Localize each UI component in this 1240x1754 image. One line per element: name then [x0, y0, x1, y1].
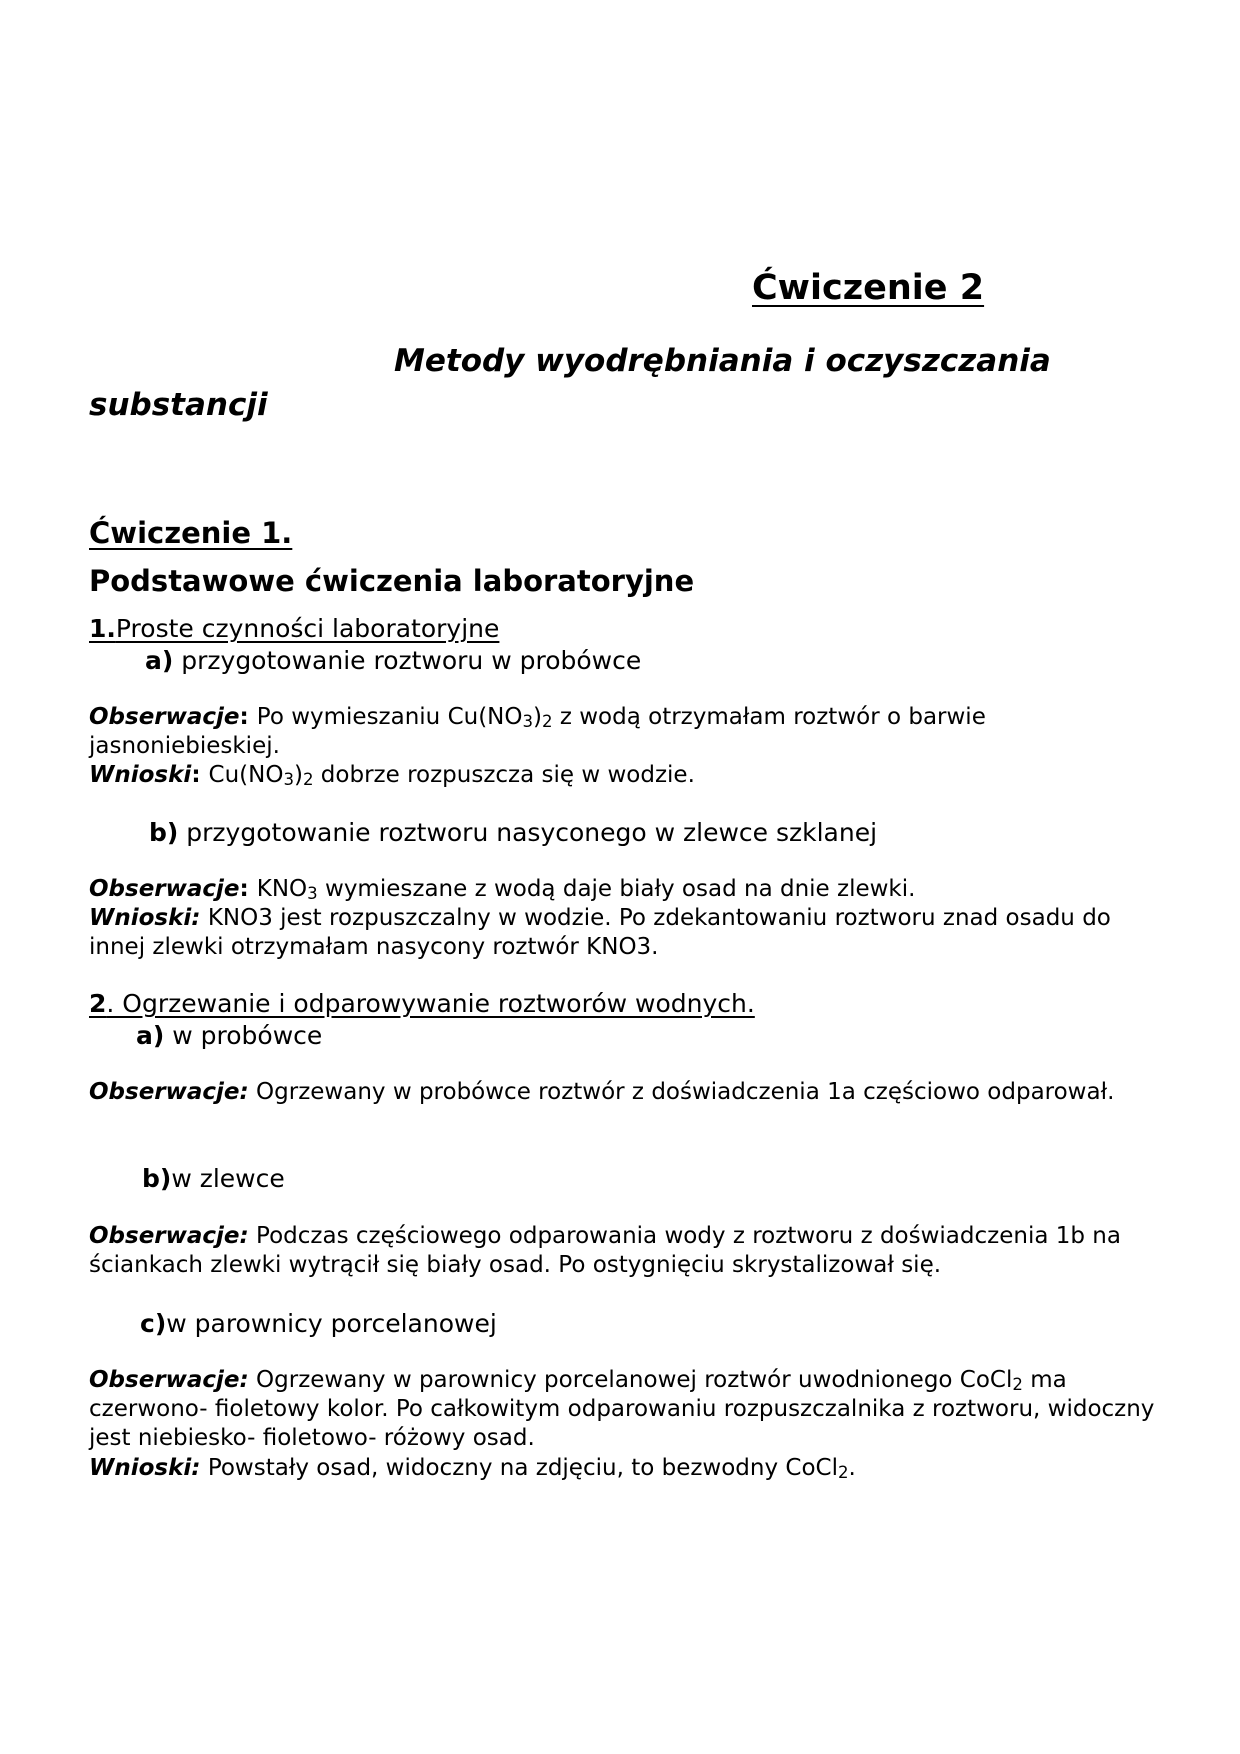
part2-a-title: w probówce	[172, 1021, 323, 1050]
part1-b-title: przygotowanie roztworu nasyconego w zlewce szklanej	[186, 818, 878, 847]
section-title: Podstawowe ćwiczenia laboratoryjne	[89, 564, 695, 598]
part2-b-letter: b)	[142, 1164, 172, 1193]
part2-c-title: w parownicy porcelanowej	[166, 1309, 497, 1338]
conclusion-label: Wnioski:	[89, 905, 201, 931]
section-heading: Ćwiczenie 1.	[89, 516, 293, 550]
document-subtitle-line-2: substancji	[89, 387, 268, 423]
part2-a-observation: Obserwacje: Ogrzewany w probówce roztwór z doświadczenia 1a częściowo odparował.	[89, 1079, 1115, 1105]
observation-label: Obserwacje:	[89, 1367, 249, 1393]
part2-number: 2	[89, 989, 107, 1018]
part1-heading	[89, 614, 499, 643]
part2-c-conclusion: Wnioski: Powstały osad, widoczny na zdjęciu, to bezwodny CoCl$_2$.	[89, 1455, 856, 1482]
part2-b-observation: Obserwacje: Podczas częściowego odparowania wody z roztworu z doświadczenia 1b na ściankach zlewki wytrącił się biały osad. Po ostygnięciu skrystalizował się.	[89, 1223, 1121, 1278]
part2-c-letter: c)	[140, 1309, 167, 1338]
observation-label: Obserwacje	[89, 876, 240, 902]
part1-b-letter: b)	[149, 818, 179, 847]
part1-b-conclusion: Wnioski: KNO3 jest rozpuszczalny w wodzie. Po zdekantowaniu roztworu znad osadu do innej zlewki otrzymałam nasycony roztwór KNO3.	[89, 905, 1111, 960]
part2-heading-text: . Ogrzewanie i odparowywanie roztworów wodnych.	[106, 989, 755, 1018]
part1-heading-text: Proste czynności laboratoryjne	[115, 614, 500, 643]
part1-a-letter: a)	[145, 646, 174, 675]
part1-a-heading	[145, 646, 641, 675]
part2-c-observation: Obserwacje: Ogrzewany w parownicy porcelanowej roztwór uwodnionego CoCl$_2$ ma czerwono- fioletowy kolor. Po całkowitym odparowaniu rozpuszczalnika z roztworu, widoczny jest niebiesko- fioletowo- różowy osad.	[89, 1367, 1155, 1451]
conclusion-label: Wnioski:	[89, 1455, 201, 1481]
part1-number: 1.	[89, 614, 116, 643]
part2-c-heading	[140, 1309, 497, 1338]
document-subtitle-line-1: Metody wyodrębniania i oczyszczania	[394, 343, 1051, 379]
observation-label: Obserwacje:	[89, 1079, 249, 1105]
part1-a-conclusion: Wnioski: $Cu(NO_3)_2$ dobrze rozpuszcza się w wodzie.	[89, 762, 695, 789]
part2-b-heading	[142, 1164, 285, 1193]
observation-label: Obserwacje:	[89, 1223, 249, 1249]
part1-b-observation: Obserwacje: $KNO_3$ wymieszane z wodą daje biały osad na dnie zlewki.	[89, 876, 916, 903]
part2-b-title: w zlewce	[171, 1164, 285, 1193]
part2-a-letter: a)	[136, 1021, 165, 1050]
part2-a-heading	[136, 1021, 322, 1050]
conclusion-label: Wnioski	[89, 762, 192, 788]
part2-heading	[89, 989, 755, 1018]
part1-b-heading	[149, 818, 877, 847]
part1-a-observation: Obserwacje: Po wymieszaniu $Cu(NO_3)_2$ z wodą otrzymałam roztwór o barwie jasnoniebieskiej.	[89, 704, 986, 759]
part1-a-title: przygotowanie roztworu w probówce	[181, 646, 642, 675]
observation-label: Obserwacje	[89, 704, 240, 730]
document-title: Ćwiczenie 2	[752, 268, 985, 308]
